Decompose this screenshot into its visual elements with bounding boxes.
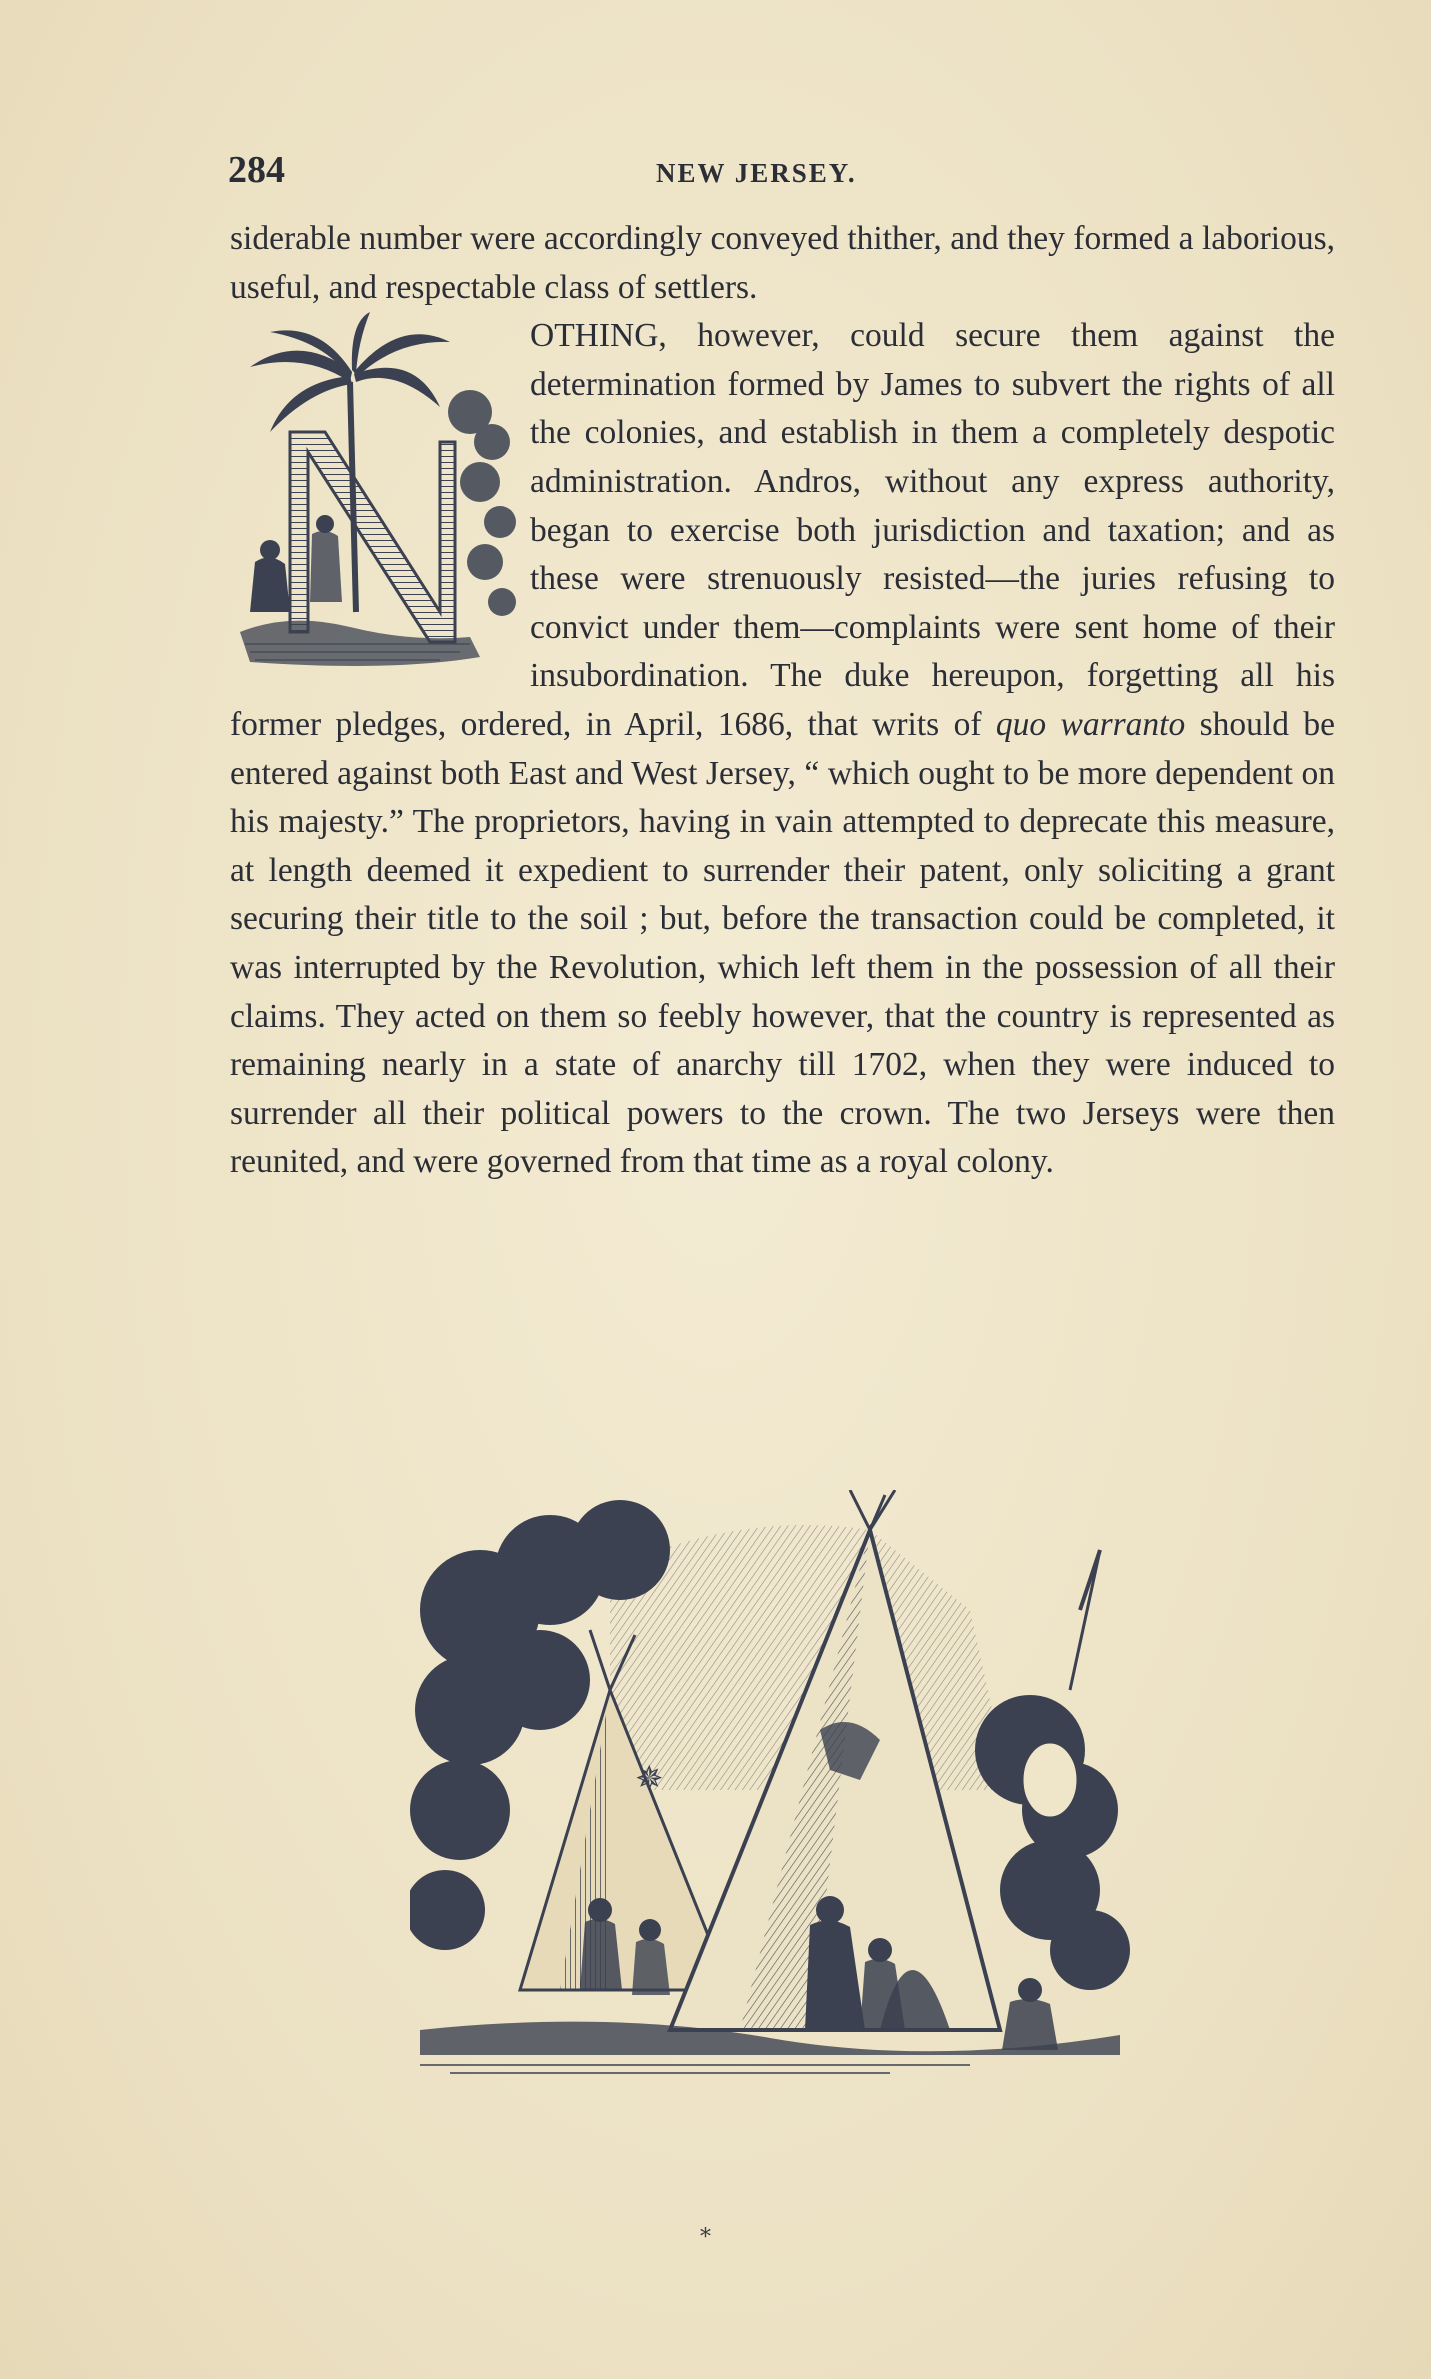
paragraph-1: siderable number were accordingly conveyed thither, and they formed a laborious, useful, and respectable class of settlers. [230, 220, 1335, 306]
dropcap-text: OTHING, however, could secure them against the determination formed by James to subvert the rights of all the colonies, and establish in them a completely despotic administration. Andros, without any express authority, began to exercise both jurisdiction and taxation; and as these were strenuously resisted—the juries refusing to convict under them—complaints were sent home of their insubordination. The duke hereupon, forgetting all his former pledges, ordered, in April, 1686, that writs of [230, 317, 1335, 743]
footer-mark: * [700, 2225, 711, 2250]
dropcap-illustration [230, 312, 520, 690]
page-number: 284 [228, 149, 285, 191]
running-title: NEW JERSEY. [656, 158, 857, 188]
italic-phrase: quo warranto [995, 705, 1186, 743]
body-text [230, 215, 1335, 1187]
wigwam-engraving [410, 1490, 1130, 2090]
paragraph-2-continued: should be entered against both East and West Jersey, “ which ought to be more dependent on his majesty.” The proprietors, having in vain attempted to deprecate this measure, at length deemed it expedient to surrender their patent, only soliciting a grant securing their title to the soil ; but, before the transaction could be completed, it was interrupted by the Revolution, which left them in the possession of all their claims. They acted on them so feebly however, that the country is represented as remaining nearly in a state of anarchy till 1702, when they were induced to surrender all their political powers to the crown. The two Jerseys were then reunited, and were governed from that time as a royal colony. [230, 705, 1335, 1181]
running-head [228, 148, 1333, 198]
svg-text:✵: ✵ [635, 1759, 664, 1799]
